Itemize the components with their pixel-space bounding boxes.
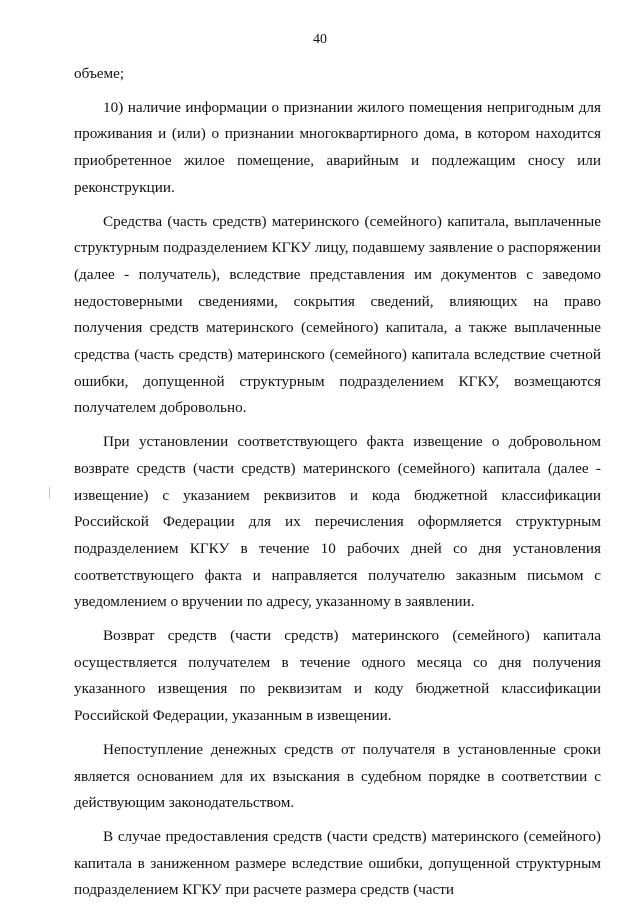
margin-scan-mark (49, 487, 50, 499)
paragraph-notice: При установлении соответствующего факта извещение о добровольном возврате средств (части средств) материнского (семейного) капитала (далее - извещение) с указанием реквизитов и кода бюджетной классификации Российской Федерации для их перечисления оформляется структурным подразделением КГКУ в течение 10 рабочих дней со дня установления соответствующего факта и направляется получателю заказным письмом с уведомлением о вручении по адресу, указанному в заявлении. (74, 433, 601, 611)
paragraph-reimbursement: Средства (часть средств) материнского (семейного) капитала, выплаченные структурным подразделением КГКУ лицу, подавшему заявление о распоряжении (далее - получатель), вследствие представления им документов с заведомо недостоверными сведениями, сокрытия сведений, влияющих на право получения средств материнского (семейного) капитала, а также выплаченные средства (часть средств) материнского (семейного) капитала вследствие счетной ошибки, допущенной структурным подразделением КГКУ, возмещаются получателем добровольно. (74, 212, 601, 417)
paragraph-continuation: объеме; (74, 65, 125, 82)
paragraph-return: Возврат средств (части средств) материнского (семейного) капитала осуществляется получателем в течение одного месяца со дня получения указанного извещения по реквизитам и коду бюджетной классификации Российской Федерации, указанным в извещении. (74, 627, 601, 725)
page-number: 40 (313, 32, 327, 47)
document-body (74, 61, 601, 911)
paragraph-recovery: Непоступление денежных средств от получателя в установленные сроки является основанием для их взыскания в судебном порядке в соответствии с действующим законодательством. (74, 740, 601, 812)
paragraph-underpayment: В случае предоставления средств (части средств) материнского (семейного) капитала в заниженном размере вследствие ошибки, допущенной структурным подразделением КГКУ при расчете размера средств (части (74, 827, 601, 899)
paragraph-item-10: 10) наличие информации о признании жилого помещения непригодным для проживания и (или) о признании многоквартирного дома, в котором находится приобретенное жилое помещение, аварийным и подлежащим сносу или реконструкции. (74, 98, 601, 196)
